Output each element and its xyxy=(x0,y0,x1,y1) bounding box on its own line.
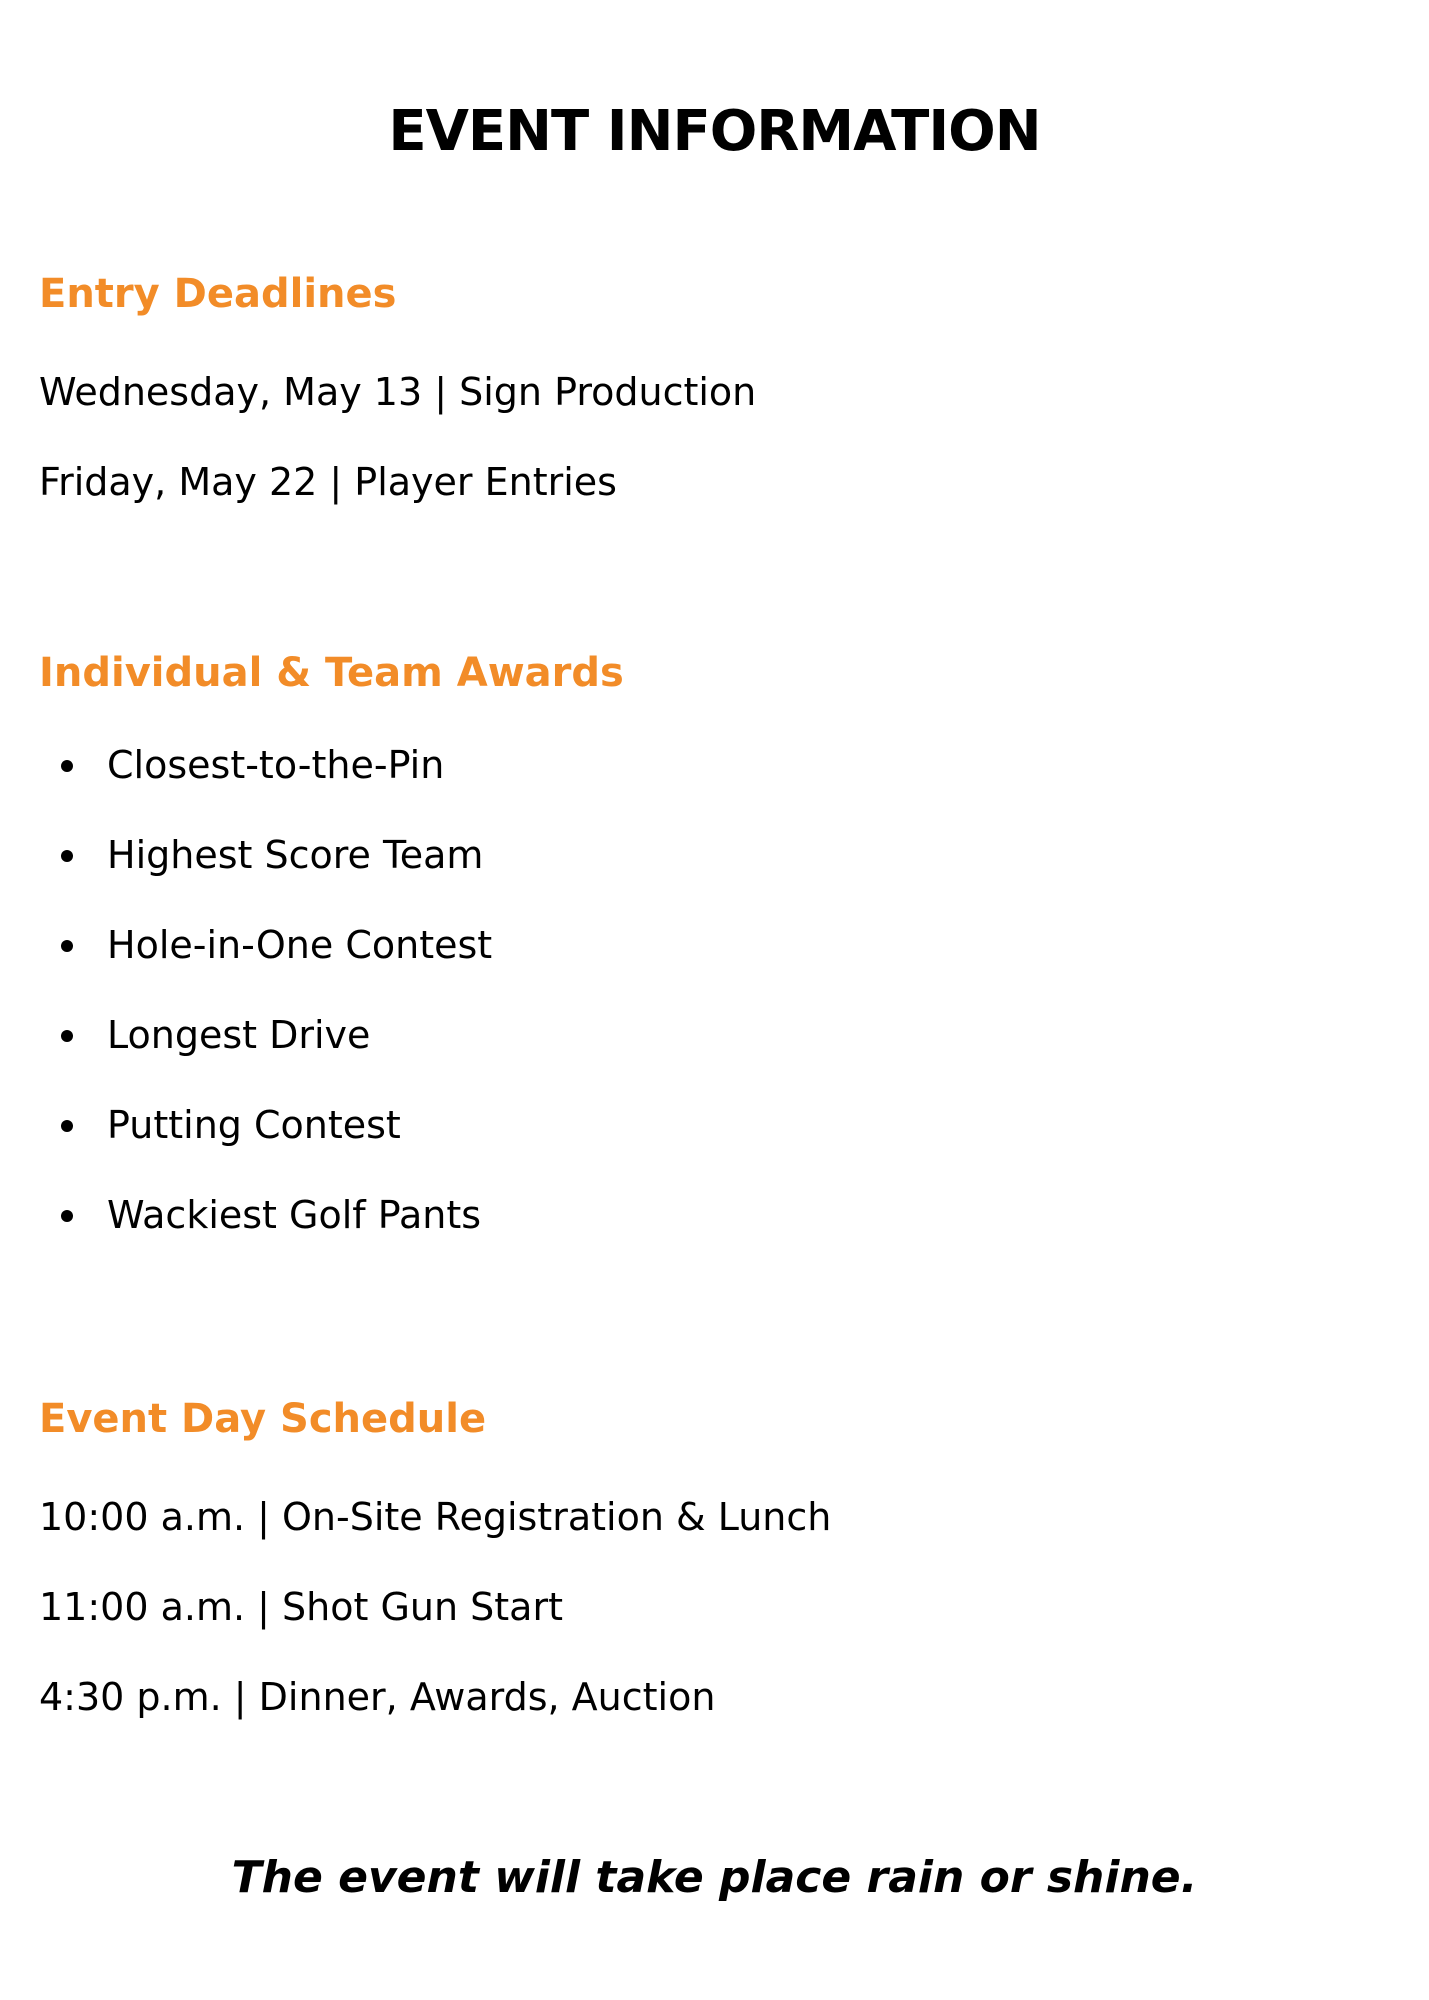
awards-heading: Individual & Team Awards xyxy=(39,650,624,696)
bullet-icon xyxy=(61,1210,73,1222)
page-title: EVENT INFORMATION xyxy=(388,99,1041,164)
entry-deadlines-heading: Entry Deadlines xyxy=(39,271,397,317)
bullet-icon xyxy=(61,760,73,772)
schedule-line: 4:30 p.m. | Dinner, Awards, Auction xyxy=(39,1675,716,1719)
list-item xyxy=(0,1098,1000,1188)
list-item xyxy=(0,738,1000,828)
award-label: Closest-to-the-Pin xyxy=(107,743,445,787)
award-label: Wackiest Golf Pants xyxy=(107,1193,482,1237)
schedule-heading: Event Day Schedule xyxy=(39,1396,487,1442)
list-item xyxy=(0,828,1000,918)
schedule-line: 11:00 a.m. | Shot Gun Start xyxy=(39,1585,563,1629)
awards-list xyxy=(0,738,1000,1278)
list-item xyxy=(0,1008,1000,1098)
schedule-line: 10:00 a.m. | On-Site Registration & Lunch xyxy=(39,1495,832,1539)
award-label: Longest Drive xyxy=(107,1013,371,1057)
bullet-icon xyxy=(61,1120,73,1132)
award-label: Highest Score Team xyxy=(107,833,484,877)
deadline-line: Wednesday, May 13 | Sign Production xyxy=(39,370,757,414)
bullet-icon xyxy=(61,1030,73,1042)
list-item xyxy=(0,1188,1000,1278)
list-item xyxy=(0,918,1000,1008)
deadline-line: Friday, May 22 | Player Entries xyxy=(39,460,617,504)
bullet-icon xyxy=(61,940,73,952)
award-label: Hole-in-One Contest xyxy=(107,923,493,967)
closing-note: The event will take place rain or shine. xyxy=(231,1852,1198,1903)
award-label: Putting Contest xyxy=(107,1103,401,1147)
bullet-icon xyxy=(61,850,73,862)
